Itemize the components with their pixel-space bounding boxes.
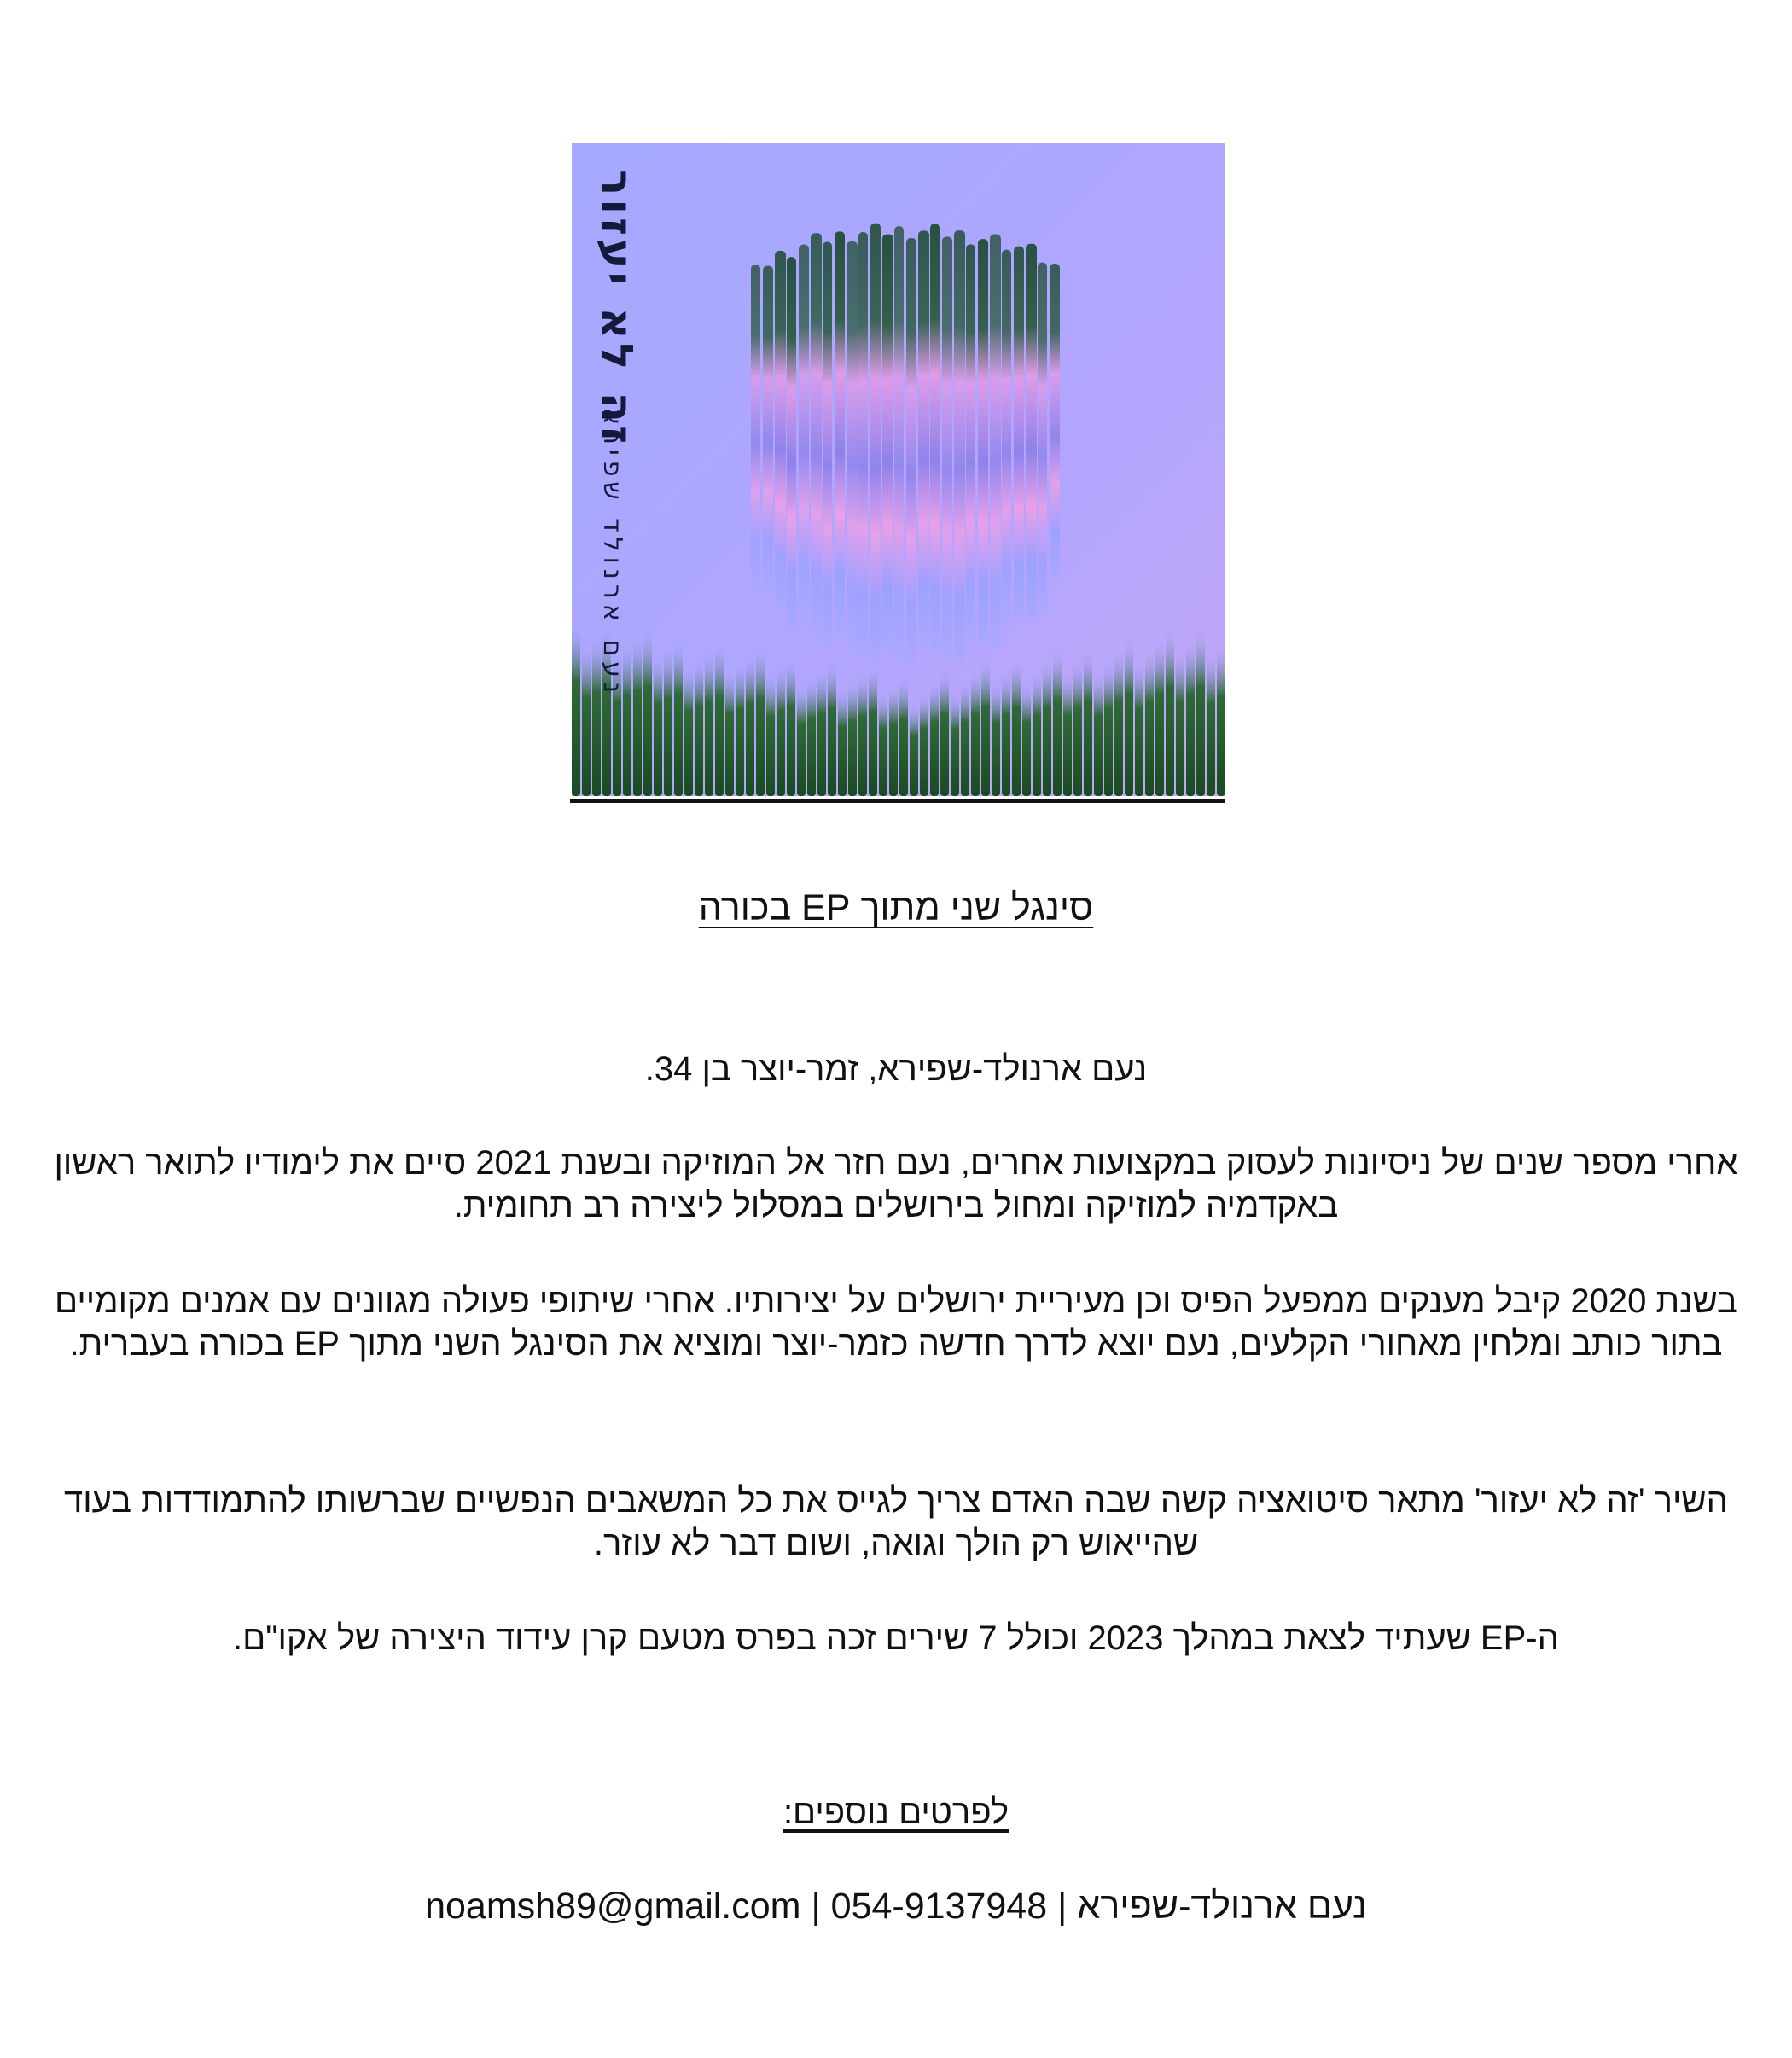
cover-shoulder-strip xyxy=(869,666,877,796)
album-cover-figure xyxy=(570,143,1225,800)
cover-shoulder-strip xyxy=(654,654,662,796)
cover-shoulder-strip xyxy=(1155,639,1164,796)
cover-shoulder-strip xyxy=(889,685,898,796)
cover-shoulder-strip xyxy=(1063,671,1072,796)
cover-shoulder-strip xyxy=(879,693,887,796)
cover-shoulder-strip xyxy=(992,683,1000,796)
cover-shoulder-strip xyxy=(961,682,969,796)
cover-face-strip xyxy=(1014,247,1024,622)
cover-title: זה לא יעזור xyxy=(591,169,642,447)
cover-face-strip xyxy=(1026,244,1037,619)
cover-shoulder-strip xyxy=(715,642,724,796)
cover-face-strip xyxy=(835,231,845,635)
cover-face-strip xyxy=(775,251,786,612)
cover-shoulder-strip xyxy=(643,627,652,796)
cover-shoulder-strip xyxy=(1033,671,1041,796)
cover-face-strip xyxy=(1050,264,1060,579)
cover-shoulder-strip xyxy=(1043,660,1051,796)
cover-shoulder-strip xyxy=(1073,660,1082,796)
cover-shoulder-strip xyxy=(981,660,990,796)
cover-shoulder-strip xyxy=(1217,643,1225,796)
cover-shoulder-strip xyxy=(756,647,765,796)
cover-face-strip xyxy=(930,224,940,654)
cover-shoulder-strip xyxy=(1053,649,1062,796)
cover-shoulder-strip xyxy=(787,658,795,796)
cover-face-strip xyxy=(811,233,822,635)
cover-shoulder-strip xyxy=(777,666,785,796)
cover-underline xyxy=(570,799,1225,803)
cover-face-strip xyxy=(847,241,858,647)
cover-face-strip xyxy=(870,224,881,667)
cover-face-strip xyxy=(787,257,796,631)
cover-shoulder-strip xyxy=(817,670,826,796)
cover-shoulder-strip xyxy=(920,693,928,796)
cover-face-strip xyxy=(906,238,916,666)
cover-face-strip xyxy=(882,235,893,650)
cover-face-strip xyxy=(942,236,952,659)
cover-face-strip xyxy=(1038,263,1047,615)
cover-shoulder-strip xyxy=(684,666,693,796)
cover-shoulder-strip xyxy=(766,673,775,796)
contact-line xyxy=(171,1886,1621,1927)
cover-shoulder-strip xyxy=(1186,640,1195,797)
cover-shoulder-strip xyxy=(664,646,672,796)
cover-artwork xyxy=(572,143,1225,796)
cover-shoulder-strip xyxy=(1002,671,1010,796)
cover-shoulder-strip xyxy=(1196,628,1205,796)
more-details-label: לפרטים נוספים: xyxy=(783,1793,1009,1831)
cover-shoulder-strip xyxy=(848,681,857,796)
cover-shoulder-strip xyxy=(828,662,836,796)
cover-shoulder-strip xyxy=(858,673,867,796)
cover-face-strip xyxy=(966,244,975,642)
contact-email[interactable]: noamsh89@gmail.com xyxy=(425,1886,801,1927)
cover-face-strip xyxy=(918,230,929,647)
cover-shoulder-strip xyxy=(1207,653,1215,796)
cover-shoulder-strip xyxy=(582,645,591,796)
cover-shoulder-strip xyxy=(1094,672,1103,796)
cover-shoulder-strip xyxy=(572,620,580,796)
cover-shoulder-strip xyxy=(1145,650,1154,796)
album-cover-image xyxy=(572,143,1225,796)
cover-shoulder-strip xyxy=(971,671,980,796)
paragraph-intro: נעם ארנולד-שפירא, זמר-יוצר בן 34. xyxy=(644,1050,1148,1088)
cover-shoulder-strip xyxy=(1114,650,1123,796)
cover-face-strip xyxy=(990,235,1001,648)
cover-shoulder-strip xyxy=(695,658,703,796)
cover-shoulder-strip xyxy=(797,684,806,796)
cover-shoulder-strip xyxy=(1125,638,1133,796)
cover-shoulder-strip xyxy=(910,704,918,796)
paragraph-grants: בשנת 2020 קיבל מענקים ממפעל הפיס וכן מעיריית ירושלים על יצירותיו. אחרי שיתופי פעולה מגוונים עם אמנים מקומיים בתור כותב ומלחין מאחורי הקלעים, נעם יוצא לדרך חדשה כזמר-יוצר ומוציא את הסינגל השני מתוך EP בכורה בעברית. xyxy=(55,1282,1737,1363)
cover-shoulder-strip xyxy=(930,682,939,797)
cover-shoulder-strip xyxy=(1166,628,1174,796)
cover-shoulder-strip xyxy=(838,689,847,796)
cover-shoulder-strip xyxy=(725,669,734,796)
cover-face-strip xyxy=(1002,250,1011,622)
cover-shoulder-strip xyxy=(1084,649,1092,796)
cover-shoulder-strip xyxy=(1176,651,1184,796)
cover-artist-name: נעם ארנולד שפירא xyxy=(597,408,627,699)
cover-face-strip xyxy=(763,266,773,590)
cover-face-strip xyxy=(894,226,904,659)
cover-shoulder-strip xyxy=(1022,683,1031,796)
contact-separator: | xyxy=(1057,1886,1068,1927)
cover-shoulder-strip xyxy=(705,650,713,796)
press-release-heading: סינגל שני מתוך EP בכורה xyxy=(698,887,1094,928)
paragraph-background: אחרי מספר שנים של ניסיונות לעסוק במקצועות אחרים, נעם חזר אל המוזיקה ובשנת 2021 סיים את לימודיו לתואר ראשון באקדמיה למוזיקה ומחול בירושלים במסלול ליצירה רב תחומית. xyxy=(54,1144,1738,1224)
cover-shoulder-strip xyxy=(1012,660,1021,796)
contact-phone[interactable]: 054-9137948 xyxy=(830,1886,1048,1927)
cover-shoulder-strip xyxy=(674,639,683,797)
cover-face-strip xyxy=(799,245,809,620)
cover-shoulder-strip xyxy=(1135,661,1143,796)
paragraph-song-description: השיר 'זה לא יעזור' מתאר סיטואציה קשה שבה האדם צריך לגייס את כל המשאבים הנפשיים שברשותו להתמודדות בעוד שהייאוש רק הולך וגואה, ושום דבר לא עוזר. xyxy=(64,1482,1728,1562)
cover-face-strip xyxy=(823,241,832,648)
cover-shoulder-strip xyxy=(633,635,642,796)
cover-shoulder-strip xyxy=(1104,661,1113,796)
cover-shoulder-strip xyxy=(951,693,959,796)
contact-name: נעם ארנולד-שפירא xyxy=(1077,1886,1367,1927)
contact-separator: | xyxy=(811,1886,821,1927)
cover-face-strip xyxy=(978,239,988,645)
cover-face-strip xyxy=(858,232,868,657)
cover-shoulder-strip xyxy=(807,677,816,796)
cover-face-strip xyxy=(954,230,965,664)
cover-face-strip xyxy=(751,265,760,589)
cover-shoulder-strip xyxy=(746,654,754,796)
cover-shoulder-strip xyxy=(736,661,744,796)
paragraph-ep-info: ה-EP שעתיד לצאת במהלך 2023 וכולל 7 שירים זכה בפרס מטעם קרן עידוד היצירה של אקו"ם. xyxy=(233,1619,1559,1657)
cover-shoulder-strip xyxy=(940,670,949,796)
cover-shoulder-strip xyxy=(899,677,908,796)
